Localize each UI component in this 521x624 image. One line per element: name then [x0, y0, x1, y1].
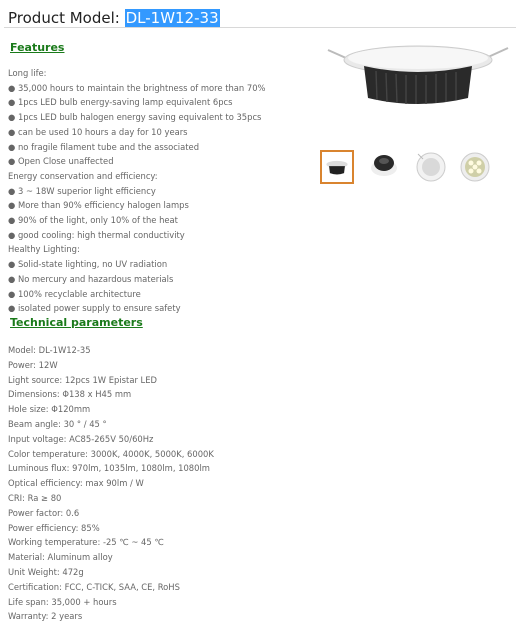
thumbnail-strip	[320, 150, 520, 188]
feature-item: ● good cooling: high thermal conductivity	[8, 229, 185, 240]
feature-item: ● 100% recyclable architecture	[8, 288, 141, 299]
parameter-item: Unit Weight: 472g	[8, 566, 84, 577]
feature-item: ● Solid-state lighting, no UV radiation	[8, 259, 168, 270]
parameter-item: Input voltage: AC85-265V 50/60Hz	[8, 433, 154, 444]
downlight-top-thumb[interactable]	[367, 150, 401, 184]
parameter-item: Life span: 35,000 + hours	[8, 596, 117, 607]
feature-item: ● can be used 10 hours a day for 10 years	[8, 126, 188, 137]
feature-item: ● isolated power supply to ensure safety	[8, 303, 181, 314]
parameter-item: Power factor: 0.6	[8, 507, 80, 518]
parameter-item: Certification: FCC, C-TICK, SAA, CE, RoHS	[8, 581, 180, 592]
downlight-front-thumb[interactable]	[414, 150, 448, 184]
feature-item: Long life:	[8, 68, 47, 78]
parameter-item: Working temperature: -25 ℃ ~ 45 ℃	[8, 537, 164, 548]
title-prefix: Product Model:	[8, 9, 125, 27]
technical-list	[8, 343, 214, 624]
parameter-item: Light source: 12pcs 1W Epistar LED	[8, 374, 157, 385]
downlight-side-thumb[interactable]	[320, 150, 354, 184]
feature-item: ● 3 ~ 18W superior light efficiency	[8, 185, 156, 196]
parameter-item: CRI: Ra ≥ 80	[8, 492, 62, 503]
technical-heading[interactable]: Technical parameters	[10, 316, 143, 329]
parameter-item: Optical efficiency: max 90lm / W	[8, 478, 144, 489]
feature-item: Healthy Lighting:	[8, 244, 80, 255]
feature-item: Energy conservation and efficiency:	[8, 170, 158, 181]
parameter-item: Beam angle: 30 ° / 45 °	[8, 418, 107, 429]
parameter-item: Material: Aluminum alloy	[8, 552, 113, 563]
product-title	[8, 9, 220, 27]
parameter-item: Hole size: Φ120mm	[8, 404, 91, 415]
parameter-item: Power efficiency: 85%	[8, 522, 100, 533]
title-bar	[4, 3, 516, 28]
product-image[interactable]	[318, 38, 518, 114]
parameter-item: Dimensions: Φ138 x H45 mm	[8, 389, 132, 400]
parameter-item: Model: DL-1W12-35	[8, 345, 91, 355]
parameter-item: Warranty: 2 years	[8, 611, 83, 622]
feature-item: ● 35,000 hours to maintain the brightness of more than 70%	[8, 82, 266, 93]
feature-item: ● Open Close unaffected	[8, 156, 114, 167]
parameter-item: Color temperature: 3000K, 4000K, 5000K, 6000K	[8, 448, 214, 459]
feature-item: ● 90% of the light, only 10% of the heat	[8, 215, 178, 226]
feature-item: ● no fragile filament tube and the associated	[8, 141, 200, 152]
feature-item: ● 1pcs LED bulb energy-saving lamp equivalent 6pcs	[8, 97, 233, 108]
features-heading[interactable]: Features	[10, 41, 65, 54]
downlight-led-thumb[interactable]	[458, 150, 492, 184]
parameter-item: Power: 12W	[8, 359, 58, 370]
features-list	[8, 66, 266, 316]
model-number[interactable]: DL-1W12-33	[125, 9, 219, 27]
parameter-item: Luminous flux: 970lm, 1035lm, 1080lm, 1080lm	[8, 463, 210, 474]
feature-item: ● More than 90% efficiency halogen lamps	[8, 200, 189, 211]
feature-item: ● No mercury and hazardous materials	[8, 273, 174, 284]
feature-item: ● 1pcs LED bulb halogen energy saving equivalent to 35pcs	[8, 112, 262, 123]
